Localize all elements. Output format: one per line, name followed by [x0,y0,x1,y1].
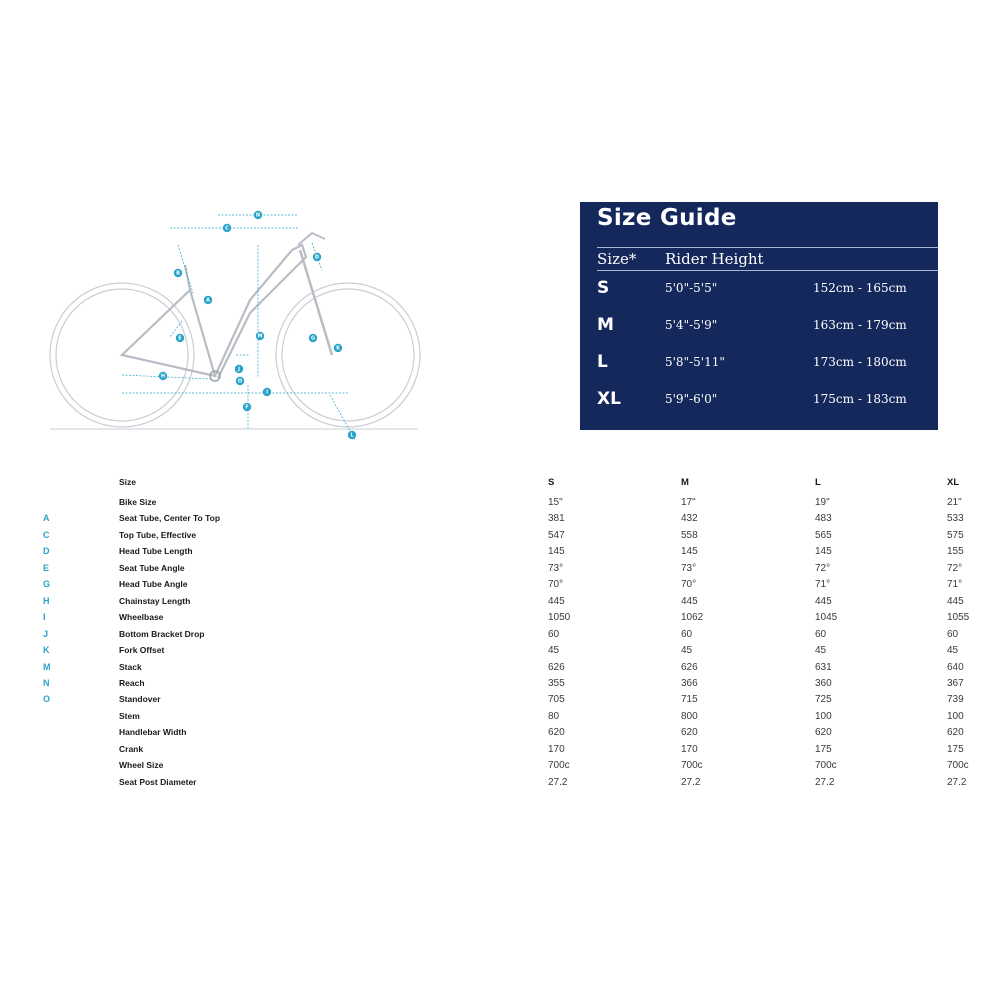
value-s: 60 [548,628,560,640]
dimension-letter: A [43,513,50,524]
dimension-marker-label: C [225,225,229,232]
rider-height-column-header: Rider Height [665,250,764,268]
table-row [0,610,1000,626]
size-guide-title-rule [597,247,938,248]
measurement-label: Chainstay Length [119,595,191,606]
value-m: 620 [681,727,698,739]
value-m: 170 [681,743,698,755]
value-s: 145 [548,546,565,558]
value-l: 360 [815,677,832,689]
value-s: 80 [548,710,560,722]
dimension-marker-label: D [314,254,320,261]
dimension-marker-label: J [238,366,240,373]
value-xl: 100 [947,710,964,722]
size-column-header: Size* [597,250,637,268]
value-l: 483 [815,513,832,525]
value-s: 27.2 [548,776,568,788]
dimension-marker-label: A [206,297,210,304]
dimension-markers [159,211,356,439]
value-xl: 367 [947,677,964,689]
dimension-marker-label: O [237,378,243,385]
bike-outline [50,233,420,429]
size-guide-imperial: 5'8"-5'11" [665,355,725,369]
dimension-marker-label: G [310,335,316,342]
geometry-header-m: M [681,477,689,488]
table-row [0,561,1000,577]
value-l: 145 [815,546,832,558]
measurement-label: Head Tube Length [119,546,193,557]
geometry-header-label: Size [119,477,137,487]
dimension-letter: O [43,694,51,705]
value-l: 725 [815,694,832,706]
size-guide-size: XL [597,389,621,409]
dimension-letter: G [43,579,51,590]
dimension-marker-label: K [336,345,340,352]
table-row [0,692,1000,708]
measurement-label: Top Tube, Effective [119,529,197,540]
value-xl: 72° [947,562,963,574]
value-l: 45 [815,645,827,657]
table-row [0,643,1000,659]
table-row [0,725,1000,741]
table-row [0,577,1000,593]
value-xl: 445 [947,595,964,607]
front-wheel [276,283,420,427]
table-row [0,627,1000,643]
value-s: 73° [548,562,564,574]
dimension-marker-label: B [176,270,180,277]
value-s: 445 [548,595,565,607]
dimension-letter: N [43,677,50,688]
value-m: 70° [681,579,697,591]
value-xl: 739 [947,694,964,706]
size-guide-metric: 152cm - 165cm [813,281,907,295]
measurement-label: Standover [119,694,161,705]
value-m: 445 [681,595,698,607]
dimension-letter: H [43,595,50,606]
value-xl: 60 [947,628,959,640]
dimension-marker-label: N [255,212,261,219]
table-row [0,709,1000,725]
measurement-label: Wheelbase [119,612,164,623]
value-l: 72° [815,562,831,574]
value-xl: 45 [947,645,959,657]
dimension-letter: C [43,529,50,540]
table-row [0,495,1000,511]
dimension-letter: J [43,628,49,639]
value-m: 432 [681,513,698,525]
geometry-header-row [0,475,1000,491]
size-guide-row [580,312,938,342]
value-xl: 1055 [947,612,970,624]
frame [122,290,215,376]
table-row [0,511,1000,527]
bike-geometry-diagram [40,195,430,450]
value-m: 17" [681,497,696,508]
table-row [0,676,1000,692]
size-guide-row [580,386,938,416]
value-l: 700c [815,760,837,772]
value-m: 145 [681,546,698,558]
value-m: 715 [681,694,698,706]
dimension-marker-label: L [350,432,354,439]
measurement-label: Stack [119,661,142,672]
value-xl: 575 [947,529,964,541]
value-s: 381 [548,513,565,525]
size-guide-size: L [597,352,608,372]
size-guide-metric: 163cm - 179cm [813,318,907,332]
measurement-label: Handlebar Width [119,727,187,738]
size-guide-metric: 173cm - 180cm [813,355,907,369]
measurement-label: Head Tube Angle [119,579,188,590]
value-m: 800 [681,710,698,722]
value-m: 73° [681,562,697,574]
geometry-header-s: S [548,477,555,488]
dimension-marker-label: E [178,335,182,342]
measurement-label: Fork Offset [119,645,165,656]
value-l: 100 [815,710,832,722]
value-l: 19" [815,497,830,508]
table-row [0,660,1000,676]
value-l: 631 [815,661,832,673]
dimension-letter: E [43,562,50,573]
table-row [0,544,1000,560]
dimension-letter: I [43,612,46,623]
table-row [0,528,1000,544]
measurement-label: Reach [119,677,145,688]
value-l: 60 [815,628,827,640]
value-s: 705 [548,694,565,706]
measurement-label: Seat Tube Angle [119,562,185,573]
size-guide-size: M [597,315,614,335]
value-l: 175 [815,743,832,755]
value-l: 71° [815,579,831,591]
size-guide-header-rule [597,270,938,271]
value-m: 45 [681,645,693,657]
value-l: 565 [815,529,832,541]
value-l: 445 [815,595,832,607]
value-s: 547 [548,529,565,541]
value-xl: 155 [947,546,964,558]
size-guide-row [580,349,938,379]
size-guide-size: S [597,278,610,298]
value-s: 626 [548,661,565,673]
value-xl: 620 [947,727,964,739]
size-guide-imperial: 5'0"-5'5" [665,281,718,295]
dimension-letter: M [43,661,51,672]
value-m: 700c [681,760,703,772]
size-guide-row [580,275,938,305]
size-guide-title: Size Guide [597,205,737,231]
size-guide-imperial: 5'9"-6'0" [665,392,718,406]
value-s: 700c [548,760,570,772]
value-m: 1062 [681,612,704,624]
value-s: 15" [548,497,563,508]
measurement-label: Seat Tube, Center To Top [119,513,221,524]
table-row [0,742,1000,758]
value-s: 45 [548,645,560,657]
value-m: 626 [681,661,698,673]
table-row [0,758,1000,774]
value-m: 366 [681,677,698,689]
dimension-marker-label: H [160,373,166,380]
table-row [0,775,1000,791]
dimension-marker-label: F [245,404,249,411]
measurement-label: Wheel Size [119,760,164,771]
value-xl: 700c [947,760,969,772]
value-xl: 533 [947,513,964,525]
value-xl: 175 [947,743,964,755]
value-l: 27.2 [815,776,835,788]
dimension-letter: K [43,645,50,656]
geometry-header-l: L [815,477,821,488]
value-xl: 21" [947,497,962,508]
value-xl: 27.2 [947,776,967,788]
table-row [0,594,1000,610]
value-l: 1045 [815,612,838,624]
measurement-label: Bottom Bracket Drop [119,628,205,639]
value-xl: 640 [947,661,964,673]
geometry-header-xl: XL [947,477,960,488]
measurement-label: Bike Size [119,497,157,507]
dimension-letter: D [43,546,50,557]
value-s: 170 [548,743,565,755]
dimension-marker-label: I [266,389,268,396]
value-s: 1050 [548,612,571,624]
dimension-marker-label: M [257,333,263,340]
size-guide-metric: 175cm - 183cm [813,392,907,406]
value-m: 60 [681,628,693,640]
size-guide-imperial: 5'4"-5'9" [665,318,718,332]
value-s: 620 [548,727,565,739]
measurement-label: Crank [119,743,144,754]
measurement-label: Stem [119,710,140,721]
value-s: 355 [548,677,565,689]
value-m: 27.2 [681,776,701,788]
measurement-label: Seat Post Diameter [119,776,197,787]
value-xl: 71° [947,579,963,591]
value-m: 558 [681,529,698,541]
value-s: 70° [548,579,564,591]
value-l: 620 [815,727,832,739]
size-guide-panel [580,202,938,430]
